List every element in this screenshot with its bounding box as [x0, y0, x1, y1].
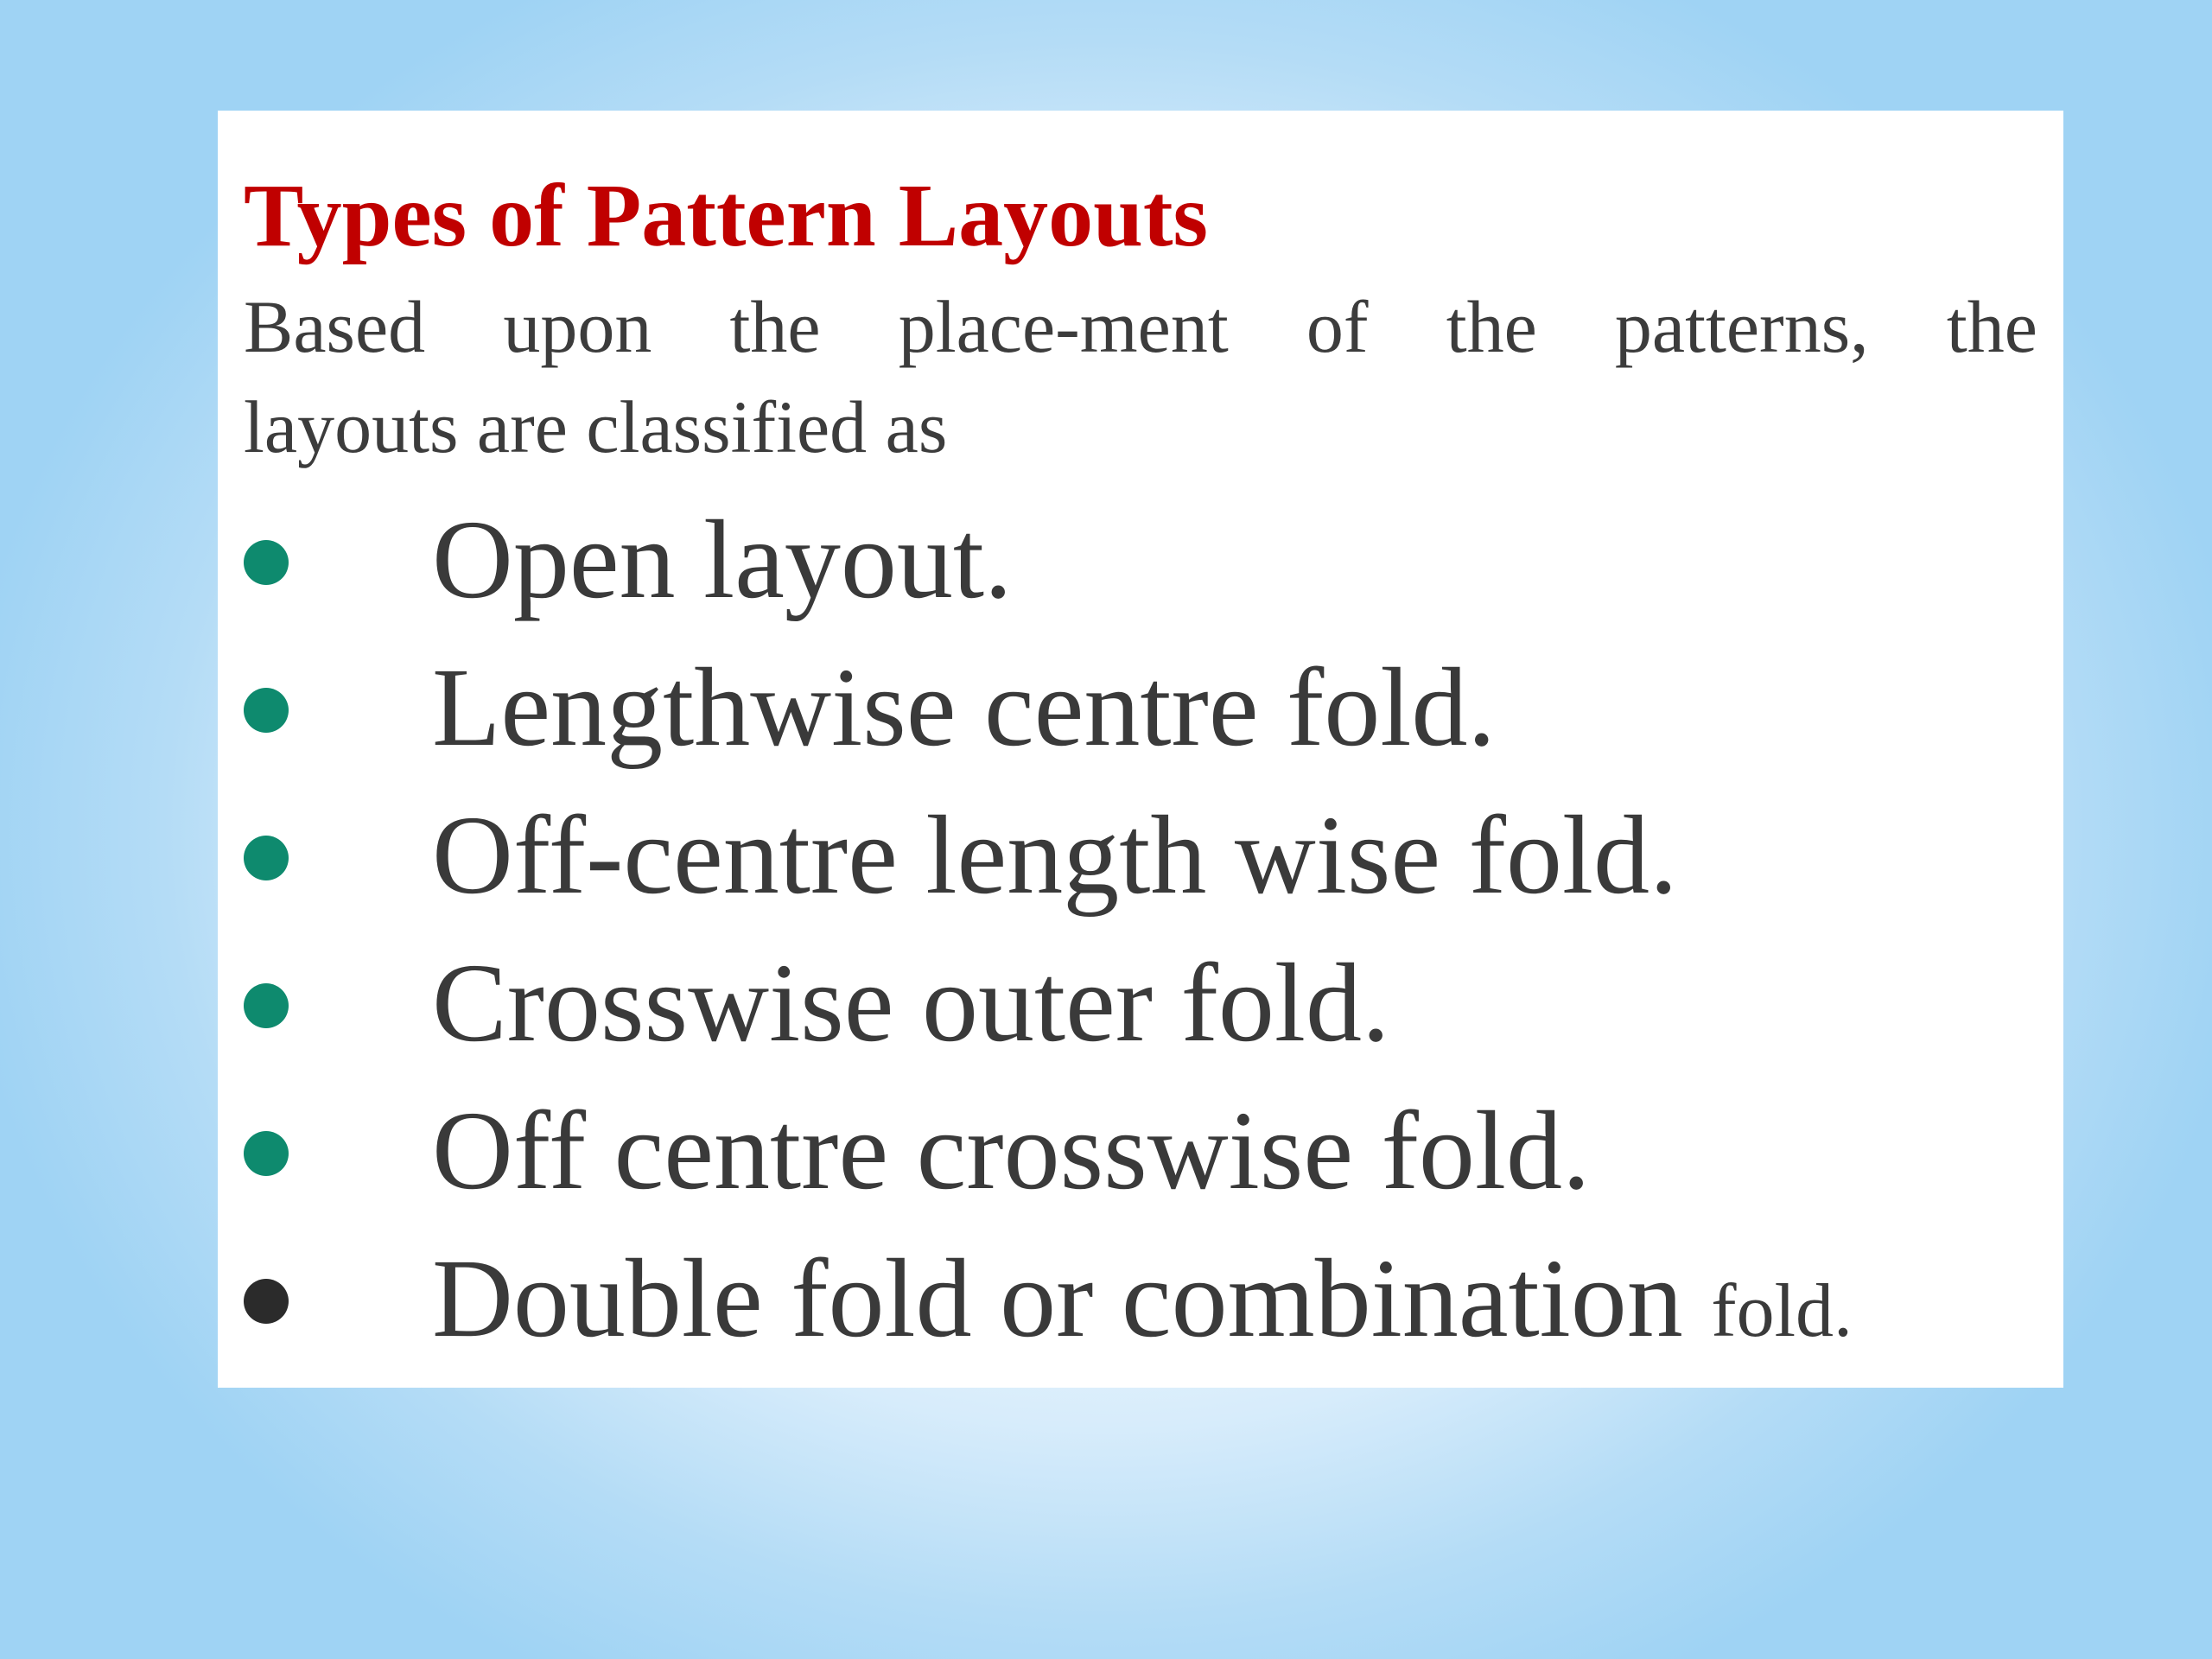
list-item — [244, 486, 2037, 633]
list-item-suffix-text: fold. — [1711, 1268, 1853, 1353]
intro-word: the — [1446, 285, 1537, 368]
list-item — [244, 781, 2037, 929]
intro-paragraph — [244, 276, 2037, 477]
intro-line-1 — [244, 276, 2037, 377]
intro-word: the — [729, 285, 821, 368]
list-item-main-text: Double fold or combination — [432, 1236, 1712, 1361]
intro-line-2: layouts are classified as — [244, 385, 948, 468]
list-item-text: Lengthwise centre fold. — [432, 645, 1496, 770]
list-item — [244, 1224, 2037, 1372]
bullet-icon — [244, 1279, 289, 1324]
list-item-text: Open layout. — [432, 497, 1013, 622]
layout-types-list — [244, 486, 2037, 1372]
intro-word: upon — [503, 285, 652, 368]
bullet-icon — [244, 688, 289, 733]
slide-title: Types of Pattern Layouts — [244, 166, 1209, 265]
list-item — [244, 929, 2037, 1077]
list-item-text: Crosswise outer fold. — [432, 940, 1390, 1065]
bullet-icon — [244, 983, 289, 1028]
list-item-text: Off-centre length wise fold. — [432, 792, 1678, 918]
bullet-icon — [244, 540, 289, 585]
intro-word: place-ment — [898, 285, 1229, 368]
slide-content-panel — [218, 111, 2063, 1388]
intro-word: the — [1946, 285, 2037, 368]
list-item-text — [432, 1234, 1853, 1363]
bullet-icon — [244, 836, 289, 880]
bullet-icon — [244, 1131, 289, 1176]
list-item — [244, 633, 2037, 781]
intro-word: Based — [244, 285, 426, 368]
list-item-text: Off centre crosswise fold. — [432, 1088, 1591, 1213]
intro-word: patterns, — [1614, 285, 1869, 368]
list-item — [244, 1077, 2037, 1224]
intro-word: of — [1306, 285, 1369, 368]
